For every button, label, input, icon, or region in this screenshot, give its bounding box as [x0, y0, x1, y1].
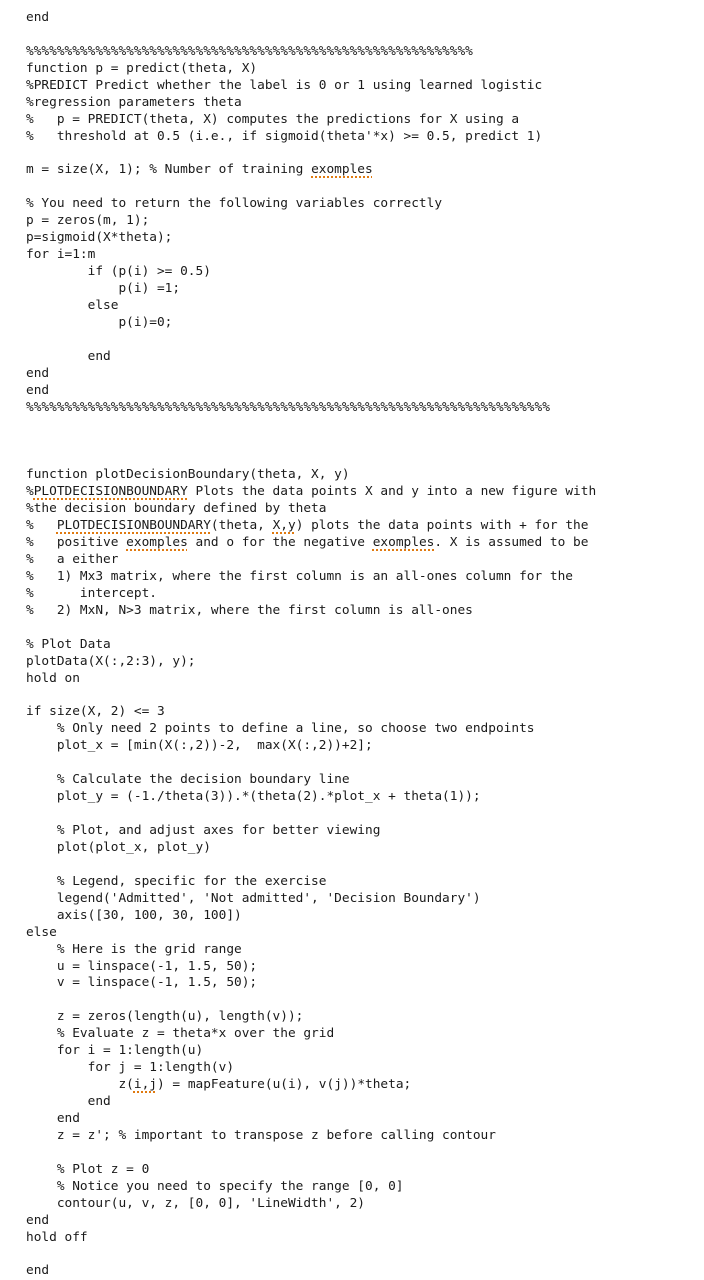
code-line: u = linspace(-1, 1.5, 50); [26, 958, 258, 974]
code-line: end [26, 1263, 50, 1279]
code-line: %regression parameters theta [26, 94, 242, 110]
code-editor[interactable] [26, 10, 704, 1280]
code-line: %PLOTDECISIONBOUNDARY Plots the data points X and y into a new figure with [26, 484, 597, 500]
code-line: plotData(X(:,2:3), y); [26, 653, 196, 669]
code-line [26, 688, 704, 705]
code-line: hold on [26, 670, 80, 686]
code-line: m = size(X, 1); % Number of training exomples [26, 162, 373, 178]
code-line: function plotDecisionBoundary(theta, X, y) [26, 467, 350, 483]
code-line [26, 755, 704, 772]
code-line: end [26, 382, 50, 398]
code-line: % Legend, specific for the exercise [26, 873, 327, 889]
code-line: % p = PREDICT(theta, X) computes the predictions for X using a [26, 111, 520, 127]
code-line: hold off [26, 1229, 88, 1245]
code-line: p(i)=0; [26, 314, 173, 330]
code-line: contour(u, v, z, [0, 0], 'LineWidth', 2) [26, 1195, 365, 1211]
code-line: plot_x = [min(X(:,2))-2, max(X(:,2))+2]; [26, 738, 373, 754]
code-line: for i=1:m [26, 247, 96, 263]
code-line [26, 433, 704, 450]
code-line [26, 1145, 704, 1162]
code-line: %%%%%%%%%%%%%%%%%%%%%%%%%%%%%%%%%%%%%%%%%%%%%%%%%%%%%%%%%%%%%%%%%%%% [26, 399, 550, 415]
code-line: z = z'; % important to transpose z before calling contour [26, 1127, 496, 1143]
spelling-flag: exomples [372, 535, 435, 551]
code-line: % Evaluate z = theta*x over the grid [26, 1026, 335, 1042]
code-line: % intercept. [26, 585, 157, 601]
code-line: % Plot Data [26, 636, 111, 652]
spelling-flag: PLOTDECISIONBOUNDARY [56, 518, 211, 534]
code-line: % Plot z = 0 [26, 1161, 150, 1177]
code-line: p(i) =1; [26, 281, 181, 296]
code-line: end [26, 10, 50, 25]
spelling-flag: X,y [272, 518, 296, 534]
code-line: % Calculate the decision boundary line [26, 772, 350, 788]
code-line: %PREDICT Predict whether the label is 0 or 1 using learned logistic [26, 77, 543, 93]
code-line [26, 450, 704, 467]
code-line: % You need to return the following variables correctly [26, 196, 443, 212]
code-line: p = zeros(m, 1); [26, 213, 150, 229]
spelling-flag: exomples [311, 162, 373, 178]
code-line: end [26, 1110, 80, 1126]
code-line: % Here is the grid range [26, 941, 242, 957]
code-line: for i = 1:length(u) [26, 1043, 204, 1059]
code-line [26, 27, 704, 44]
code-line: function p = predict(theta, X) [26, 60, 258, 76]
code-line [26, 1246, 704, 1263]
code-line: % 1) Mx3 matrix, where the first column is an all-ones column for the [26, 568, 574, 584]
code-line: end [26, 1094, 111, 1109]
spelling-flag: PLOTDECISIONBOUNDARY [33, 484, 188, 500]
code-line: % Plot, and adjust axes for better viewing [26, 823, 381, 838]
code-line: z = zeros(length(u), length(v)); [26, 1009, 304, 1025]
code-line: else [26, 297, 119, 313]
code-line: for j = 1:length(v) [26, 1060, 235, 1076]
code-line: % threshold at 0.5 (i.e., if sigmoid(theta'*x) >= 0.5, predict 1) [26, 128, 543, 144]
code-line: z(i,j) = mapFeature(u(i), v(j))*theta; [26, 1077, 412, 1093]
code-line: p=sigmoid(X*theta); [26, 230, 173, 246]
code-line: %%%%%%%%%%%%%%%%%%%%%%%%%%%%%%%%%%%%%%%%%%%%%%%%%%%%%%%%%% [26, 43, 473, 59]
code-line [26, 857, 704, 874]
code-line [26, 146, 704, 163]
code-line [26, 806, 704, 823]
code-line: % PLOTDECISIONBOUNDARY(theta, X,y) plots the data points with + for the [26, 518, 589, 534]
spelling-flag: i,j [133, 1077, 157, 1093]
code-line: plot_y = (-1./theta(3)).*(theta(2).*plot_x + theta(1)); [26, 789, 481, 805]
code-line: plot(plot_x, plot_y) [26, 839, 211, 855]
code-line: % Notice you need to specify the range [0, 0] [26, 1178, 404, 1194]
code-line: end [26, 1212, 50, 1228]
code-line [26, 179, 704, 196]
code-line: %the decision boundary defined by theta [26, 501, 327, 517]
code-line: end [26, 348, 111, 364]
code-line [26, 620, 704, 637]
code-line: % Only need 2 points to define a line, so choose two endpoints [26, 721, 535, 737]
code-line: if (p(i) >= 0.5) [26, 264, 211, 280]
code-line [26, 332, 704, 349]
code-line: axis([30, 100, 30, 100]) [26, 907, 242, 923]
code-line: end [26, 365, 50, 381]
code-line: % a either [26, 552, 119, 567]
code-line: else [26, 924, 57, 940]
code-line: legend('Admitted', 'Not admitted', 'Decision Boundary') [26, 890, 481, 906]
code-line: v = linspace(-1, 1.5, 50); [26, 975, 258, 991]
code-line: % positive exomples and o for the negative exomples. X is assumed to be [26, 535, 589, 551]
code-line [26, 992, 704, 1009]
code-line: % 2) MxN, N>3 matrix, where the first column is all-ones [26, 602, 473, 618]
spelling-flag: exomples [126, 535, 188, 551]
code-line [26, 417, 704, 434]
code-line: if size(X, 2) <= 3 [26, 704, 165, 720]
